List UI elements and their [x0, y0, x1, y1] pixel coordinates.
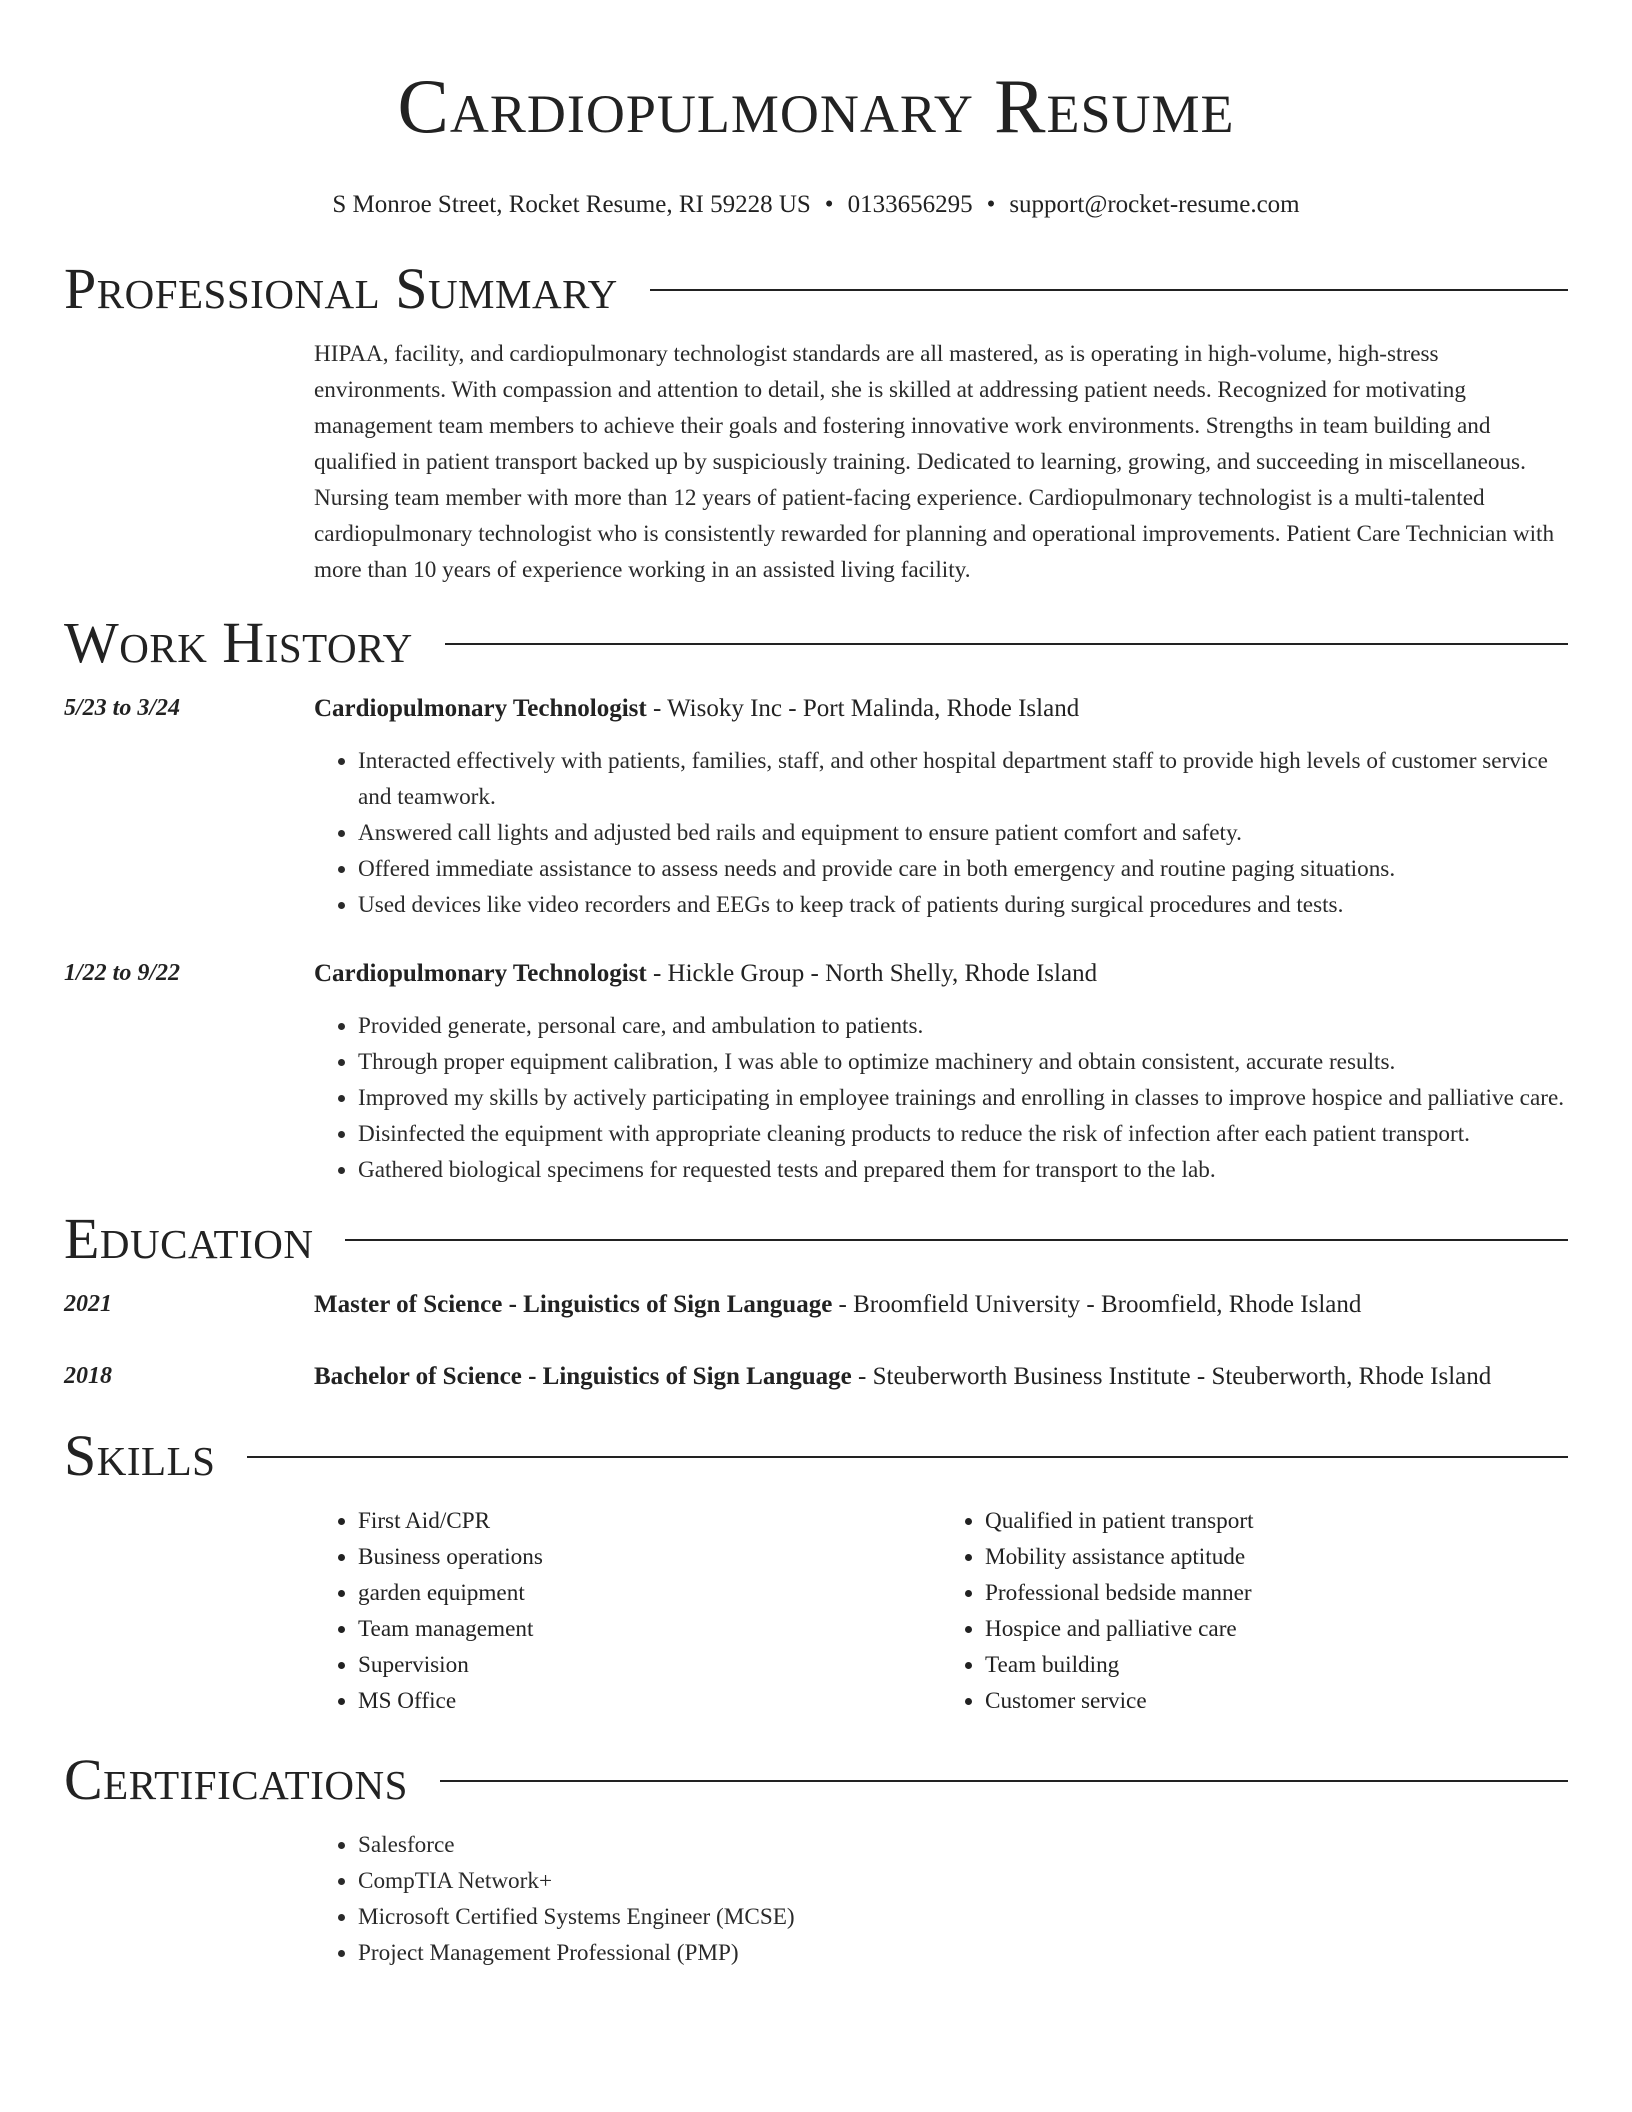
education-year: 2018: [64, 1363, 112, 1389]
education-line: [314, 1358, 1568, 1395]
list-item: • Offered immediate assistance to assess needs and provide care in both emergency and routine paging situations.: [358, 851, 1568, 887]
list-item: • Gathered biological specimens for requested tests and prepared them for transport to the lab.: [358, 1152, 1568, 1188]
job-title-line: [314, 690, 1568, 727]
list-item: • Improved my skills by actively participating in employee trainings and enrolling in classes to improve hospice and palliative care.: [358, 1080, 1568, 1116]
list-item: • Used devices like video recorders and EEGs to keep track of patients during surgical procedures and tests.: [358, 887, 1568, 923]
job-dates: 5/23 to 3/24: [64, 695, 181, 721]
job-header: [64, 690, 1568, 727]
certifications-list: [314, 1827, 1568, 1971]
job-title: Cardiopulmonary Technologist: [314, 960, 647, 987]
section-divider: [247, 1456, 1568, 1458]
skill-item: • Customer service: [985, 1683, 1568, 1719]
job-bullets-wrap: [314, 743, 1568, 923]
job-dates: 1/22 to 9/22: [64, 960, 181, 986]
section-divider: [345, 1239, 1568, 1241]
certification-item: • Salesforce: [358, 1827, 1568, 1863]
education-section-header: [64, 1206, 1568, 1272]
skill-item: • Team management: [358, 1611, 941, 1647]
education-entry: [64, 1358, 1568, 1395]
degree: Master of Science - Linguistics of Sign Language: [314, 1291, 833, 1318]
skills-list-right: [941, 1503, 1568, 1719]
job-bullets: [314, 743, 1568, 923]
skill-item: • MS Office: [358, 1683, 941, 1719]
address: S Monroe Street, Rocket Resume, RI 59228 US: [332, 191, 811, 218]
certifications-wrap: [314, 1827, 1568, 1971]
certification-item: • Microsoft Certified Systems Engineer (MCSE): [358, 1899, 1568, 1935]
skill-item: • Professional bedside manner: [985, 1575, 1568, 1611]
certification-item: • Project Management Professional (PMP): [358, 1935, 1568, 1971]
school: - Broomfield University - Broomfield, Rhode Island: [832, 1291, 1362, 1318]
certification-item: • CompTIA Network+: [358, 1863, 1568, 1899]
section-heading: Skills: [64, 1423, 216, 1488]
skill-item: • Team building: [985, 1647, 1568, 1683]
section-heading: Education: [64, 1206, 314, 1271]
job-header: [64, 955, 1568, 992]
email: support@rocket-resume.com: [1009, 191, 1300, 218]
list-item: • Disinfected the equipment with appropriate cleaning products to reduce the risk of infection after each patient transport.: [358, 1116, 1568, 1152]
section-divider: [440, 1780, 1568, 1782]
job-entry: [64, 690, 1568, 923]
phone: 0133656295: [847, 191, 973, 218]
list-item: • Answered call lights and adjusted bed rails and equipment to ensure patient comfort and safety.: [358, 815, 1568, 851]
section-heading: Professional Summary: [64, 256, 618, 321]
section-divider: [650, 289, 1568, 291]
contact-line: [64, 190, 1568, 220]
skill-item: • Qualified in patient transport: [985, 1503, 1568, 1539]
separator: •: [824, 191, 834, 218]
skill-item: • Hospice and palliative care: [985, 1611, 1568, 1647]
section-heading: Certifications: [64, 1747, 408, 1812]
list-item: • Provided generate, personal care, and ambulation to patients.: [358, 1008, 1568, 1044]
skills-section-header: [64, 1423, 1568, 1489]
skill-item: • Supervision: [358, 1647, 941, 1683]
job-entry: [64, 955, 1568, 1188]
section-heading: Work History: [64, 610, 413, 675]
certifications-section-header: [64, 1747, 1568, 1813]
summary-section-header: [64, 256, 1568, 322]
job-title-line: [314, 955, 1568, 992]
summary-text: HIPAA, facility, and cardiopulmonary technologist standards are all mastered, as is operating in high-volume, high-stress environments. With compassion and attention to detail, she is skilled at addressing patient needs. Recognized for motivating management team members to achieve their goals and fostering innovative work environments. Strengths in team building and qualified in patient transport backed up by suspiciously training. Dedicated to learning, growing, and succeeding in miscellaneous. Nursing team member with more than 12 years of patient-facing experience. Cardiopulmonary technologist is a multi-talented cardiopulmonary technologist who is consistently rewarded for planning and operational improvements. Patient Care Technician with more than 10 years of experience working in an assisted living facility.: [314, 341, 1555, 583]
resume-title: Cardiopulmonary Resume: [397, 63, 1235, 149]
school: - Steuberworth Business Institute - Steuberworth, Rhode Island: [851, 1363, 1492, 1390]
skill-item: • Business operations: [358, 1539, 941, 1575]
section-divider: [445, 643, 1568, 645]
education-line: [314, 1286, 1568, 1323]
list-item: • Interacted effectively with patients, families, staff, and other hospital department staff to provide high levels of customer service and teamwork.: [358, 743, 1568, 815]
skill-item: • First Aid/CPR: [358, 1503, 941, 1539]
job-employer: - Wisoky Inc - Port Malinda, Rhode Island: [646, 695, 1080, 722]
education-entry: [64, 1286, 1568, 1323]
job-employer: - Hickle Group - North Shelly, Rhode Island: [646, 960, 1098, 987]
separator: •: [986, 191, 996, 218]
skills-list-left: [314, 1503, 941, 1719]
skill-item: • garden equipment: [358, 1575, 941, 1611]
education-year: 2021: [64, 1291, 112, 1317]
job-bullets-wrap: [314, 1008, 1568, 1188]
degree: Bachelor of Science - Linguistics of Sign Language: [314, 1363, 852, 1390]
list-item: • Through proper equipment calibration, I was able to optimize machinery and obtain consistent, accurate results.: [358, 1044, 1568, 1080]
work-section-header: [64, 610, 1568, 676]
skills-grid: [314, 1503, 1568, 1719]
job-bullets: [314, 1008, 1568, 1188]
job-title: Cardiopulmonary Technologist: [314, 695, 647, 722]
skill-item: • Mobility assistance aptitude: [985, 1539, 1568, 1575]
